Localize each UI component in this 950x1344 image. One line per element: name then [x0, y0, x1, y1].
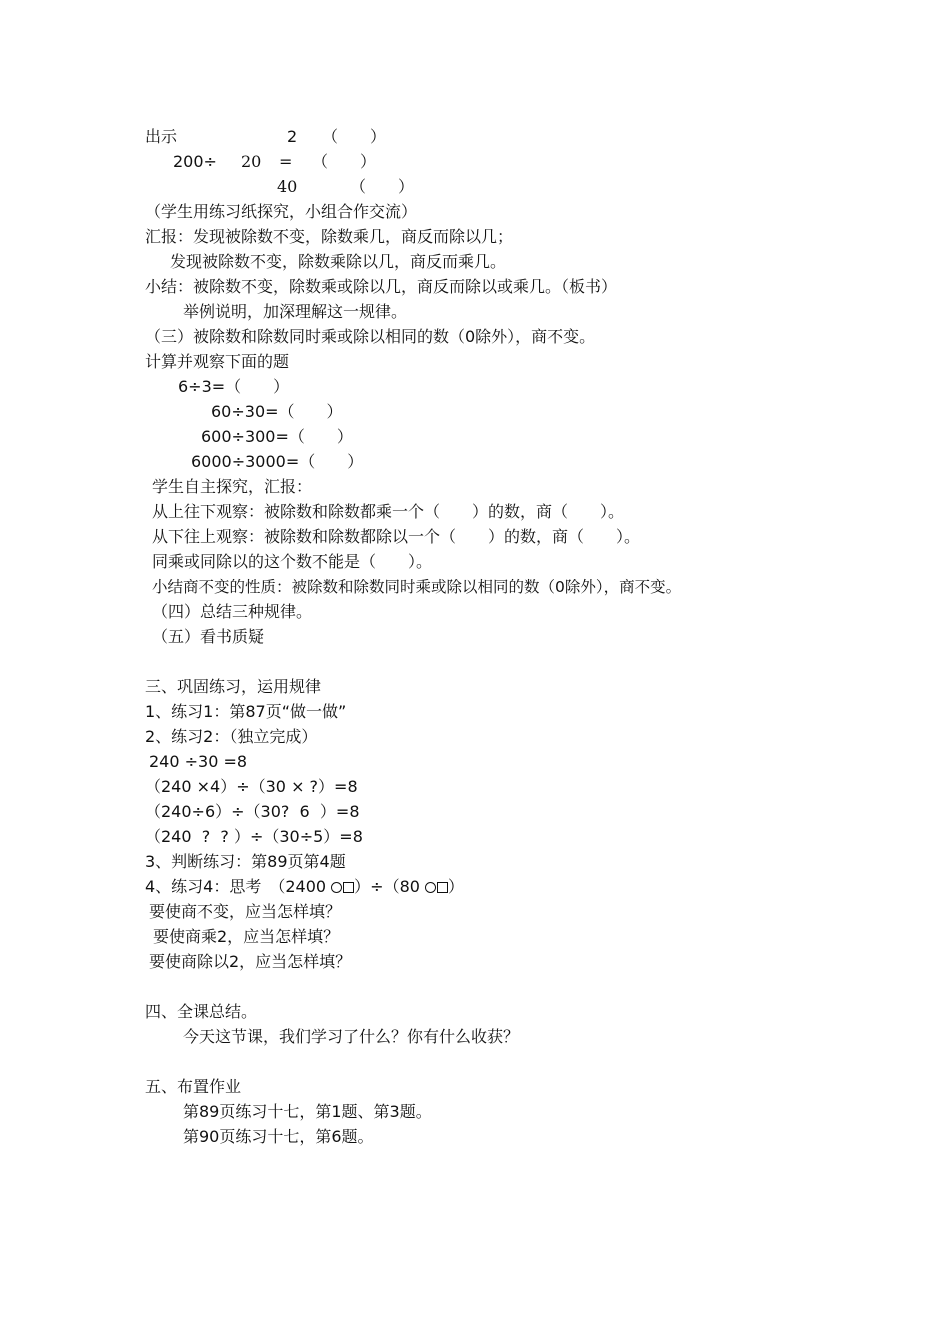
text-line: 600÷300=（ ）: [201, 427, 353, 446]
square-blank-icon: [437, 882, 448, 893]
text-line: 从下往上观察：被除数和除数都除以一个（ ）的数，商（ ）。: [152, 527, 641, 546]
section-heading: 五、布置作业: [145, 1077, 242, 1096]
section-heading: 四、全课总结。: [145, 1002, 258, 1021]
text-line: 计算并观察下面的题: [145, 352, 290, 371]
text-line: 小结商不变的性质：被除数和除数同时乘或除以相同的数（0除外），商不变。: [152, 578, 682, 596]
text-line: 要使商乘2，应当怎样填？: [153, 927, 340, 946]
text-line: 汇报：发现被除数不变，除数乘几，商反而除以几；: [145, 227, 514, 246]
text-line: =: [279, 152, 293, 171]
text-line: 2: [287, 127, 298, 146]
text-line: 1、练习1：第87页“做一做”: [145, 702, 347, 721]
text-line: 6÷3=（ ）: [178, 377, 290, 396]
text-line: （四）总结三种规律。: [152, 602, 313, 621]
text-line: 举例说明，加深理解这一规律。: [183, 302, 408, 321]
text-line: 学生自主探究，汇报：: [152, 477, 313, 496]
text-line: 要使商不变，应当怎样填？: [149, 902, 342, 921]
text-line: （240 ×4）÷（30 × ?）=8: [145, 777, 358, 796]
text-line: （学生用练习纸探究，小组合作交流）: [145, 202, 418, 221]
text-line: 发现被除数不变，除数乘除以几，商反而乘几。: [170, 252, 507, 271]
text-fragment: ）: [448, 877, 465, 896]
text-line: 第90页练习十七，第6题。: [183, 1127, 374, 1146]
text-line: 小结：被除数不变，除数乘或除以几，商反而除以或乘几。（板书）: [145, 277, 618, 296]
text-line: 40: [277, 177, 298, 196]
text-fragment: 4、练习4：思考 （2400: [145, 877, 332, 896]
text-line: （240÷6）÷（30? 6 ）=8: [145, 802, 360, 821]
circle-blank-icon: [425, 882, 436, 893]
text-line: 2、练习2：（独立完成）: [145, 727, 318, 746]
text-line: 今天这节课，我们学习了什么？你有什么收获？: [183, 1027, 520, 1046]
blank-parens: （ ）: [350, 177, 415, 196]
text-line: 200÷: [173, 152, 217, 171]
section-heading: 三、巩固练习，运用规律: [145, 677, 322, 696]
text-line: 要使商除以2，应当怎样填？: [149, 952, 352, 971]
blank-parens: （ ）: [312, 152, 377, 171]
text-line: （三）被除数和除数同时乘或除以相同的数（0除外），商不变。: [145, 327, 596, 346]
text-line: 20: [241, 152, 262, 171]
text-line: 第89页练习十七，第1题、第3题。: [183, 1102, 432, 1121]
text-line: （240 ? ? ）÷（30÷5）=8: [145, 827, 363, 846]
text-line: （五）看书质疑: [152, 627, 265, 646]
text-line: 3、判断练习：第89页第4题: [145, 852, 346, 871]
text-line: 60÷30=（ ）: [211, 402, 343, 421]
text-line: 从上往下观察：被除数和除数都乘一个（ ）的数，商（ ）。: [152, 502, 625, 521]
text-fragment: ）÷（80: [354, 877, 426, 896]
text-line: 6000÷3000=（ ）: [191, 452, 364, 471]
circle-blank-icon: [331, 882, 342, 893]
square-blank-icon: [343, 882, 354, 893]
text-line: 240 ÷30 =8: [149, 752, 248, 771]
text-line: 同乘或同除以的这个数不能是（ ）。: [152, 552, 433, 571]
blank-parens: （ ）: [322, 127, 387, 146]
text-line: 出示: [145, 127, 178, 146]
text-line: [145, 876, 464, 898]
